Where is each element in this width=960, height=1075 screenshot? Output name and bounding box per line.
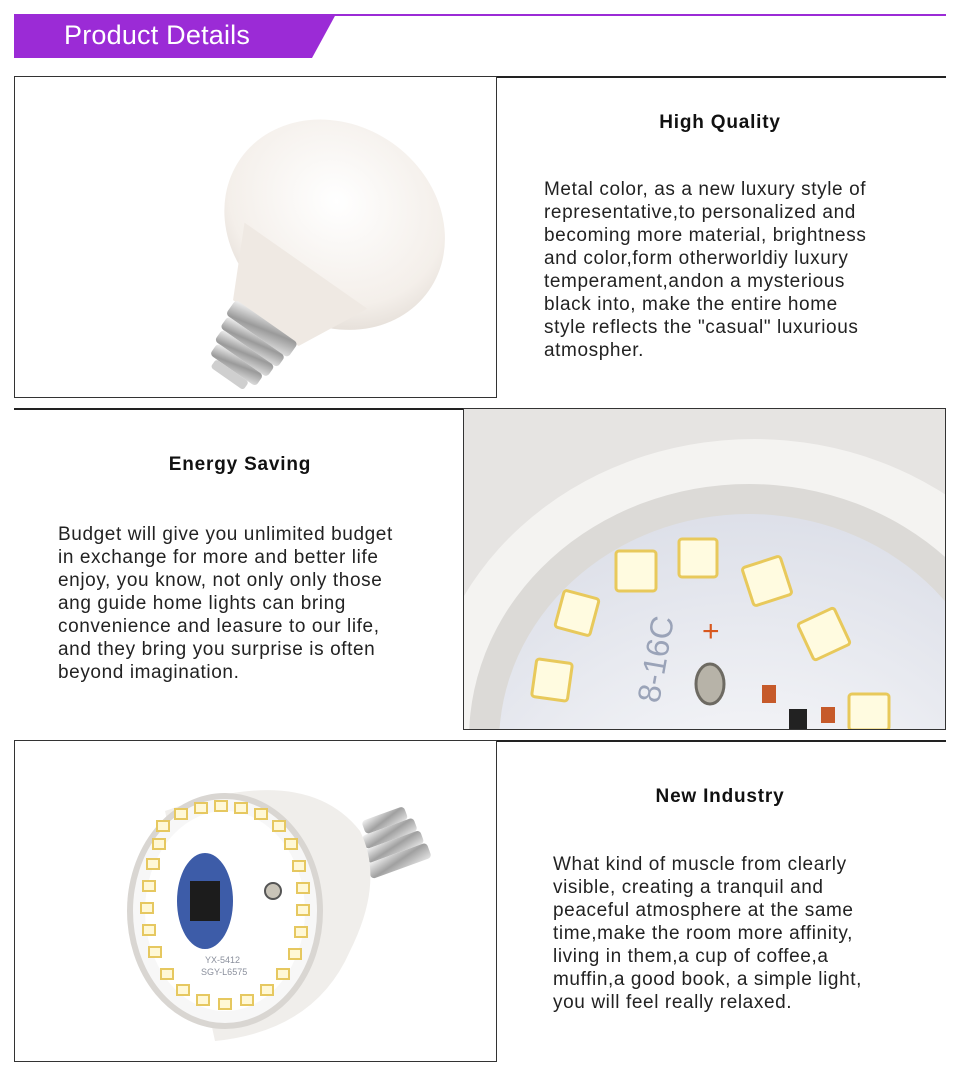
section-body-energy-saving: Budget will give you unlimited budget in exchange for more and better life enjoy, you know, not only only those ang guide home lights can bring convenience and leasure to our life, and they bring you surprise is often beyond imagination.: [58, 524, 393, 683]
led-bulb-icon: [15, 77, 496, 397]
section-divider: [497, 76, 946, 78]
section-divider: [497, 740, 946, 742]
product-image-led-closeup: [463, 408, 946, 730]
section-divider: [14, 408, 464, 410]
product-image-open-bulb: [14, 740, 497, 1062]
section-title-energy-saving: Energy Saving: [168, 454, 312, 475]
board-label: 8-16C: [630, 613, 682, 706]
section-body-high-quality: Metal color, as a new luxury style of representative,to personalized and becoming more material, brightness and color,form otherworldiy luxury temperament,andon a mysterious black into, make the entire home style reflects the "casual" luxurious atmospher.: [544, 179, 867, 361]
section-body-new-industry: What kind of muscle from clearly visible, creating a tranquil and peaceful atmosphere at the same time,make the room more affinity, living in them,a cup of coffee,a muffin,a good book, a simple light, you will feel really relaxed.: [553, 854, 862, 1013]
board-text-1: YX-5412: [205, 955, 241, 965]
header-divider: [320, 14, 946, 16]
led-bulb-open-icon: [15, 741, 496, 1061]
board-text-2: SGY-L6575: [201, 967, 248, 977]
board-plus-label: +: [702, 615, 720, 648]
product-image-bulb: [14, 76, 497, 398]
led-chip-closeup-icon: [464, 409, 945, 729]
section-title-high-quality: High Quality: [659, 112, 781, 133]
section-title-new-industry: New Industry: [655, 786, 785, 807]
header-banner: [14, 14, 336, 58]
page-title: Product Details: [64, 20, 251, 50]
